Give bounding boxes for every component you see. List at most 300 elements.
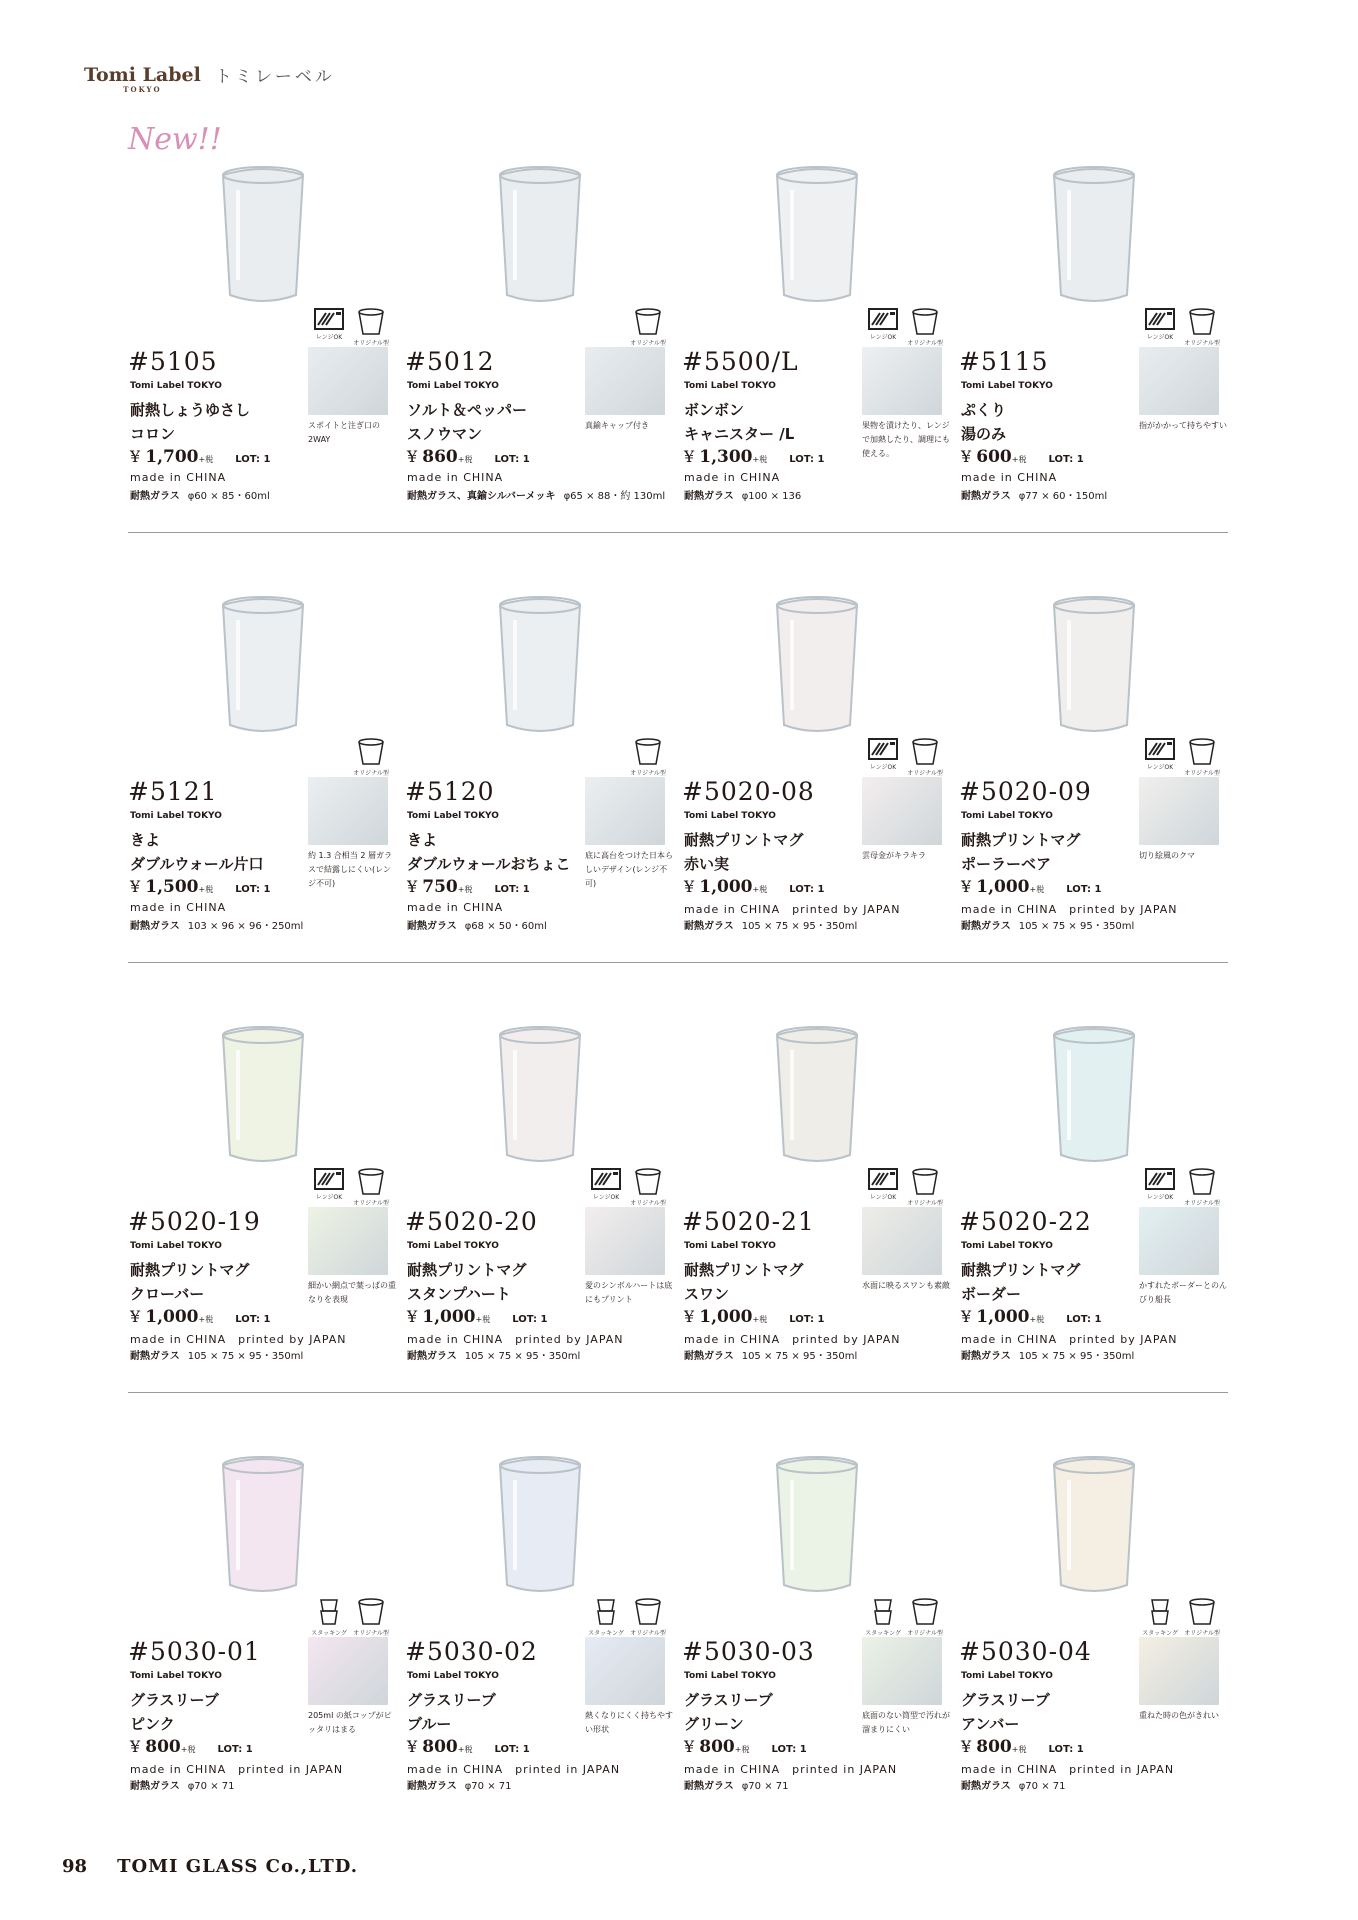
icon-label: オリジナル型 [353,340,389,347]
product-name-line1: きよ [130,831,161,849]
product-spec [684,1777,789,1792]
feature-icons [310,1167,390,1207]
icon-label: オリジナル型 [907,340,943,347]
icon-label: オリジナル型 [630,340,666,347]
icon-label: スタッキング [1142,1630,1178,1637]
material: 耐熱ガラス [684,1351,734,1362]
dimensions: 103 × 96 × 96・250ml [187,921,304,932]
product-card [128,145,398,502]
product-note: かすれたボーダーとのんびり船長 [1139,1281,1227,1304]
material: 耐熱ガラス [684,491,734,502]
microwave-icon [864,737,902,777]
product-name-line2: 湯のみ [961,425,1007,443]
icon-label: オリジナル型 [907,770,943,777]
icon-label: オリジナル型 [630,1630,666,1637]
product-note: 底面のない筒型で汚れが溜まりにくい [862,1711,950,1734]
company-name: TOMI GLASS Co.,LTD. [117,1856,358,1877]
icon-label: レンジOK [869,764,897,771]
material: 耐熱ガラス [961,1781,1011,1792]
product-code: #5020-22 [959,1207,1092,1236]
product-spec [684,1347,857,1362]
product-brand: Tomi Label TOKYO [407,1241,499,1251]
tax-label: +税 [752,885,768,894]
product-spec [684,487,801,502]
product-name-line1: 耐熱プリントマグ [961,831,1081,849]
original-icon [906,1597,944,1637]
product-name-line1: きよ [407,831,438,849]
icon-label: レンジOK [1146,764,1174,771]
icon-label: オリジナル型 [630,1200,666,1207]
product-photo [465,145,615,315]
dimensions: φ70 × 71 [1018,1781,1066,1792]
product-brand: Tomi Label TOKYO [130,811,222,821]
product-code: #5020-19 [128,1207,261,1236]
tax-label: +税 [1029,1315,1045,1324]
product-name-line1: グラスリーブ [684,1691,773,1709]
lot-label: LOT: 1 [235,1314,271,1325]
product-code: #5500/L [682,347,799,376]
price-value: 800 [422,1737,458,1757]
material: 耐熱ガラス [130,921,180,932]
icon-label: オリジナル型 [1184,770,1220,777]
product-note: 熱くなりにくく持ちやすい形状 [585,1711,673,1734]
product-code: #5115 [959,347,1049,376]
yen-symbol: ¥ [684,1307,700,1326]
icon-label: オリジナル型 [907,1200,943,1207]
original-icon [1183,307,1221,347]
product-card [959,575,1229,932]
product-brand: Tomi Label TOKYO [407,1671,499,1681]
product-name-line2: アンバー [961,1715,1020,1733]
microwave-icon [864,1167,902,1207]
yen-symbol: ¥ [684,877,700,896]
product-name-line1: グラスリーブ [130,1691,219,1709]
feature-icons [587,1597,667,1637]
microwave-icon [864,307,902,347]
row-divider [128,1392,1228,1393]
product-photo [188,145,338,315]
product-note: 底に高台をつけた日本らしいデザイン(レンジ不可) [585,851,673,888]
detail-photo [308,1207,388,1275]
material: 耐熱ガラス [961,1351,1011,1362]
product-price [961,1307,1101,1327]
detail-photo [862,1637,942,1705]
price-value: 1,000 [145,1307,199,1327]
product-note: 愛のシンボルハートは底にもプリント [585,1281,673,1304]
product-photo [1019,145,1169,315]
product-card [405,145,675,502]
lot-label: LOT: 1 [494,1744,530,1755]
product-name-line2: グリーン [684,1715,744,1733]
material: 耐熱ガラス [407,921,457,932]
product-price [130,1307,270,1327]
icon-label: オリジナル型 [1184,1630,1220,1637]
microwave-icon [1141,737,1179,777]
icon-label: オリジナル型 [907,1630,943,1637]
product-name-line1: ボンボン [684,401,745,419]
tax-label: +税 [1029,885,1045,894]
dimensions: φ70 × 71 [464,1781,512,1792]
price-value: 860 [422,447,458,467]
product-card [682,1435,952,1792]
price-value: 1,000 [976,877,1030,897]
yen-symbol: ¥ [407,877,423,896]
original-icon [1183,1167,1221,1207]
page-footer [62,1856,358,1877]
product-spec [961,1347,1134,1362]
yen-symbol: ¥ [961,877,977,896]
product-price [684,1737,807,1757]
dimensions: 105 × 75 × 95・350ml [1018,921,1135,932]
tax-label: +税 [457,1745,473,1754]
detail-photo [1139,1637,1219,1705]
icon-label: オリジナル型 [630,770,666,777]
product-price [407,1307,547,1327]
feature-icons [864,737,944,777]
detail-photo [862,1207,942,1275]
product-brand: Tomi Label TOKYO [961,1671,1053,1681]
product-spec [407,917,547,932]
icon-label: レンジOK [315,334,343,341]
detail-photo [1139,347,1219,415]
product-origin: made in CHINA printed by JAPAN [961,1333,1178,1346]
product-name-line1: グラスリーブ [961,1691,1050,1709]
product-price [407,447,530,467]
yen-symbol: ¥ [961,1737,977,1756]
detail-photo [585,1637,665,1705]
product-note: 真鍮キャップ付き [585,421,649,430]
new-mark: New!! [128,122,222,157]
product-spec [407,487,665,502]
original-icon [629,1597,667,1637]
product-note: 果物を漬けたり、レンジで加熱したり、調理にも使える。 [862,421,950,458]
icon-label: スタッキング [865,1630,901,1637]
product-origin: made in CHINA [130,901,227,914]
material: 耐熱ガラス [130,491,180,502]
product-brand: Tomi Label TOKYO [130,1241,222,1251]
product-spec [130,1777,235,1792]
lot-label: LOT: 1 [217,1744,253,1755]
brand-kana: トミレーベル [214,67,335,87]
product-name-line1: 耐熱プリントマグ [684,831,804,849]
price-value: 1,000 [699,1307,753,1327]
product-photo [1019,575,1169,745]
icon-label: レンジOK [1146,334,1174,341]
product-name-line2: ダブルウォールおちょこ [407,855,571,873]
tax-label: +税 [457,455,473,464]
product-spec [961,487,1107,502]
price-value: 1,700 [145,447,199,467]
original-icon [906,1167,944,1207]
yen-symbol: ¥ [407,447,423,466]
logo-text: Tomi Label [84,64,201,86]
product-photo [465,575,615,745]
product-spec [961,1777,1066,1792]
icon-label: オリジナル型 [1184,340,1220,347]
tax-label: +税 [180,1745,196,1754]
original-icon [906,737,944,777]
product-brand: Tomi Label TOKYO [961,381,1053,391]
feature-icons [1141,737,1221,777]
product-card [405,1435,675,1792]
lot-label: LOT: 1 [771,1744,807,1755]
product-name-line1: ソルト＆ペッパー [407,401,528,419]
microwave-icon [310,307,348,347]
feature-icons [1141,307,1221,347]
product-photo [742,145,892,315]
icon-label: レンジOK [869,334,897,341]
product-name-line2: ブルー [407,1715,452,1733]
product-note: 切り絵風のクマ [1139,851,1195,860]
feature-icons [352,737,390,777]
product-origin: made in CHINA [130,471,227,484]
product-note: 細かい網点で葉っぱの重なりを表現 [308,1281,396,1304]
detail-photo [862,777,942,845]
product-price [130,1737,253,1757]
lot-label: LOT: 1 [789,884,825,895]
dimensions: φ65 × 88・約 130ml [563,491,666,502]
icon-label: スタッキング [588,1630,624,1637]
feature-icons [864,307,944,347]
dimensions: φ60 × 85・60ml [187,491,270,502]
price-value: 1,000 [976,1307,1030,1327]
yen-symbol: ¥ [130,1737,146,1756]
product-photo [188,1005,338,1175]
price-value: 1,000 [699,877,753,897]
stacking-icon [587,1597,625,1637]
row-divider [128,962,1228,963]
product-code: #5030-03 [682,1637,815,1666]
price-value: 800 [145,1737,181,1757]
product-card [405,1005,675,1362]
lot-label: LOT: 1 [235,884,271,895]
tax-label: +税 [457,885,473,894]
product-name-line2: スワン [684,1285,730,1303]
tax-label: +税 [1011,455,1027,464]
product-price [961,1737,1084,1757]
icon-label: オリジナル型 [353,1630,389,1637]
original-icon [352,307,390,347]
product-name-line2: コロン [130,425,176,443]
feature-icons [310,307,390,347]
product-code: #5120 [405,777,495,806]
product-origin: made in CHINA printed in JAPAN [684,1763,898,1776]
yen-symbol: ¥ [130,447,146,466]
original-icon [1183,737,1221,777]
product-note: 水面に映るスワンも素敵 [862,1281,950,1290]
material: 耐熱ガラス [130,1781,180,1792]
product-brand: Tomi Label TOKYO [684,1241,776,1251]
product-origin: made in CHINA printed in JAPAN [961,1763,1175,1776]
product-card [128,1435,398,1792]
product-card [405,575,675,932]
tax-label: +税 [752,455,768,464]
product-price [684,447,824,467]
product-name-line1: グラスリーブ [407,1691,496,1709]
detail-photo [308,777,388,845]
page-number: 98 [62,1856,88,1877]
tax-label: +税 [1011,1745,1027,1754]
product-photo [742,1005,892,1175]
microwave-icon [1141,307,1179,347]
tax-label: +税 [475,1315,491,1324]
tax-label: +税 [734,1745,750,1754]
product-brand: Tomi Label TOKYO [684,381,776,391]
feature-icons [310,1597,390,1637]
page-header [84,62,335,93]
product-price [407,1737,530,1757]
product-name-line2: スタンプハート [407,1285,511,1303]
product-name-line2: ピンク [130,1715,175,1733]
material: 耐熱ガラス [961,491,1011,502]
product-name-line2: 赤い実 [684,855,730,873]
product-brand: Tomi Label TOKYO [130,381,222,391]
icon-label: オリジナル型 [1184,1200,1220,1207]
product-card [682,575,952,932]
product-spec [130,1347,303,1362]
yen-symbol: ¥ [407,1307,423,1326]
feature-icons [864,1597,944,1637]
tax-label: +税 [752,1315,768,1324]
yen-symbol: ¥ [961,1307,977,1326]
feature-icons [864,1167,944,1207]
product-name-line2: ボーダー [961,1285,1022,1303]
product-card [682,145,952,502]
product-photo [1019,1435,1169,1605]
product-code: #5020-09 [959,777,1092,806]
original-icon [906,307,944,347]
feature-icons [629,737,667,777]
product-name-line2: クローバー [130,1285,205,1303]
product-code: #5012 [405,347,495,376]
product-name-line2: スノウマン [407,425,483,443]
product-price [130,877,270,897]
product-name-line2: ダブルウォール片口 [130,855,264,873]
detail-photo [585,1207,665,1275]
original-icon [352,737,390,777]
product-origin: made in CHINA printed by JAPAN [130,1333,347,1346]
product-origin: made in CHINA [684,471,781,484]
original-icon [629,1167,667,1207]
product-code: #5020-21 [682,1207,815,1236]
icon-label: スタッキング [311,1630,347,1637]
product-name-line1: 耐熱プリントマグ [407,1261,527,1279]
product-brand: Tomi Label TOKYO [130,1671,222,1681]
product-origin: made in CHINA [407,471,504,484]
dimensions: 105 × 75 × 95・350ml [741,921,858,932]
material: 耐熱ガラス、真鍮シルバーメッキ [407,491,556,502]
feature-icons [1141,1597,1221,1637]
product-spec [130,487,270,502]
lot-label: LOT: 1 [1066,884,1102,895]
microwave-icon [587,1167,625,1207]
product-origin: made in CHINA printed by JAPAN [684,903,901,916]
product-photo [742,1435,892,1605]
dimensions: φ70 × 71 [187,1781,235,1792]
product-spec [961,917,1134,932]
product-photo [742,575,892,745]
material: 耐熱ガラス [407,1781,457,1792]
original-icon [629,737,667,777]
icon-label: レンジOK [592,1194,620,1201]
lot-label: LOT: 1 [789,454,825,465]
dimensions: φ77 × 60・150ml [1018,491,1108,502]
product-note: 重ねた時の色がきれい [1139,1711,1219,1720]
product-photo [188,575,338,745]
yen-symbol: ¥ [407,1737,423,1756]
yen-symbol: ¥ [961,447,977,466]
detail-photo [862,347,942,415]
product-photo [465,1435,615,1605]
dimensions: φ70 × 71 [741,1781,789,1792]
lot-label: LOT: 1 [512,1314,548,1325]
product-note: 雲母金がキラキラ [862,851,926,860]
product-origin: made in CHINA [961,471,1058,484]
product-origin: made in CHINA printed in JAPAN [130,1763,344,1776]
product-card [959,1005,1229,1362]
original-icon [629,307,667,347]
product-card [682,1005,952,1362]
product-code: #5020-08 [682,777,815,806]
product-code: #5105 [128,347,218,376]
product-code: #5030-04 [959,1637,1092,1666]
lot-label: LOT: 1 [1048,1744,1084,1755]
product-note: 205ml の紙コップがピッタリはまる [308,1711,392,1734]
price-value: 600 [976,447,1012,467]
material: 耐熱ガラス [130,1351,180,1362]
feature-icons [1141,1167,1221,1207]
product-origin: made in CHINA [407,901,504,914]
detail-photo [308,1637,388,1705]
product-code: #5030-01 [128,1637,261,1666]
dimensions: 105 × 75 × 95・350ml [464,1351,581,1362]
product-spec [407,1347,580,1362]
material: 耐熱ガラス [684,921,734,932]
product-origin: made in CHINA printed in JAPAN [407,1763,621,1776]
row-divider [128,532,1228,533]
product-note: スポイトと注ぎ口の 2WAY [308,421,380,444]
lot-label: LOT: 1 [235,454,271,465]
icon-label: レンジOK [869,1194,897,1201]
product-price [130,447,270,467]
lot-label: LOT: 1 [494,454,530,465]
price-value: 1,000 [422,1307,476,1327]
tax-label: +税 [198,1315,214,1324]
yen-symbol: ¥ [684,447,700,466]
detail-photo [1139,777,1219,845]
original-icon [352,1597,390,1637]
lot-label: LOT: 1 [494,884,530,895]
dimensions: 105 × 75 × 95・350ml [187,1351,304,1362]
dimensions: 105 × 75 × 95・350ml [741,1351,858,1362]
product-spec [684,917,857,932]
product-card [128,575,398,932]
microwave-icon [310,1167,348,1207]
price-value: 750 [422,877,458,897]
original-icon [352,1167,390,1207]
product-brand: Tomi Label TOKYO [684,811,776,821]
icon-label: オリジナル型 [353,770,389,777]
lot-label: LOT: 1 [789,1314,825,1325]
material: 耐熱ガラス [961,921,1011,932]
dimensions: φ68 × 50・60ml [464,921,547,932]
price-value: 1,500 [145,877,199,897]
product-name-line1: 耐熱しょうゆさし [130,401,251,419]
product-name-line2: ポーラーベア [961,855,1052,873]
stacking-icon [310,1597,348,1637]
product-brand: Tomi Label TOKYO [407,811,499,821]
product-name-line2: キャニスター /L [684,425,795,443]
